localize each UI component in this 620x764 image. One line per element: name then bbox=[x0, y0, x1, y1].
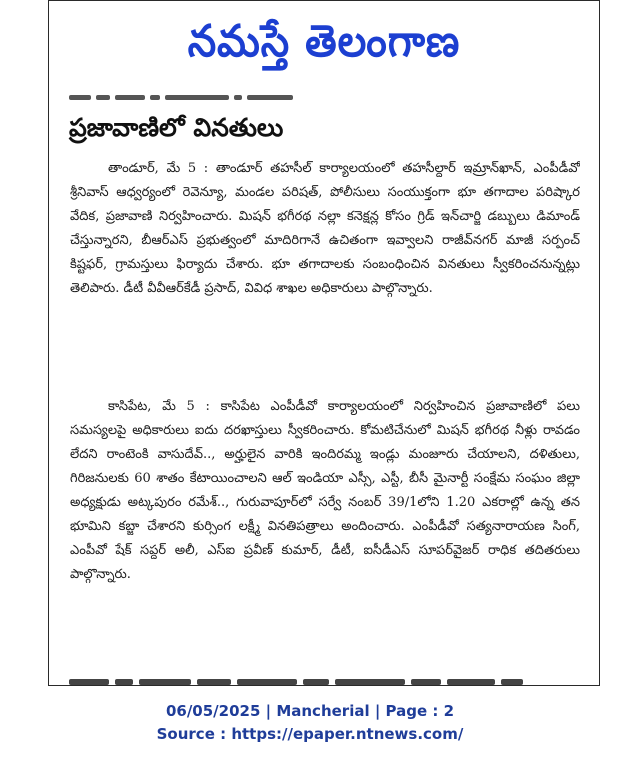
newspaper-masthead: నమస్తే తెలంగాణ bbox=[187, 16, 461, 67]
source-line: Source : https://epaper.ntnews.com/ bbox=[156, 725, 464, 743]
newspaper-clipping bbox=[48, 0, 600, 686]
edition-date-line: 06/05/2025 | Mancherial | Page : 2 bbox=[165, 702, 455, 720]
article-headline: ప్రజావాణిలో వినతులు bbox=[69, 113, 284, 142]
clipped-previous-line bbox=[69, 93, 369, 101]
article-paragraph-kasipet: కాసిపేట, మే 5 : కాసిపేట ఎంపీడీవో కార్యాలయంలో నిర్వహించిన ప్రజావాణిలో పలు సమస్యలపై అధికారులు ఐదు దరఖాస్తులు స్వీకరించారు. కోమటిచేనులో మిషన్ భగీరథ నీళ్లు రావడం లేదని రాంటెంకి వాసుదేవ్.., అర్హులైన వారికి ఇందిరమ్మ ఇండ్లు మంజూరు చేయాలని, దళితులు, గిరిజనులకు 60 శాతం కేటాయించాలని ఆల్ ఇండియా ఎస్సీ, ఎస్టీ, బీసీ మైనార్టీ సంక్షేమ సంఘం జిల్లా అధ్యక్షుడు అట్కపురం రమేశ్.., గురువాపూర్‌లో సర్వే నంబర్ 39/1లోని 1.20 ఎకరాల్లో ఉన్న తన భూమిని కబ్జా చేశారని కుర్సింగ లక్ష్మీ వినతిపత్రాలు అందించారు. ఎంపీడీవో సత్యనారాయణ సింగ్, ఎంపీవో షేక్ సప్దర్ అలీ, ఎస్‌ఐ ప్రవీణ్ కుమార్, డీటీ, ఐసీడీఎస్ సూపర్‌వైజర్ రాధిక తదితరులు పాల్గొన్నారు. bbox=[70, 399, 580, 582]
article-paragraph-tandur: తాండూర్, మే 5 : తాండూర్ తహసీల్ కార్యాలయంలో తహసీల్దార్ ఇమ్రాన్‌ఖాన్, ఎంపీడీవో శ్రీనివాస్ ఆధ్వర్యంలో రెవెన్యూ, మండల పరిషత్, పోలీసులు సంయుక్తంగా భూ తగాదాల పరిష్కార వేదిక, ప్రజావాణి నిర్వహించారు. మిషన్ భగీరథ నల్లా కనెక్షన్ల కోసం గ్రిడ్ ఇన్‌చార్జి డబ్బులు డిమాండ్ చేస్తున్నారని, బీఆర్‌ఎస్ ప్రభుత్వంలో మాదిరిగానే ఉచితంగా ఇవ్వాలని రాజీవ్‌నగర్ మాజీ సర్పంచ్ కిష్టఫర్, గ్రామస్తులు ఫిర్యాదు చేశారు. భూ తగాదాలకు సంబంధించిన వినతులు స్వీకరించనున్నట్లు తెలిపారు. డీటీ వీవీఆర్‌కేడీ ప్రసాద్, వివిధ శాఖల అధికారులు పాల్గొన్నారు. bbox=[70, 161, 580, 296]
clipped-next-line bbox=[69, 675, 581, 686]
